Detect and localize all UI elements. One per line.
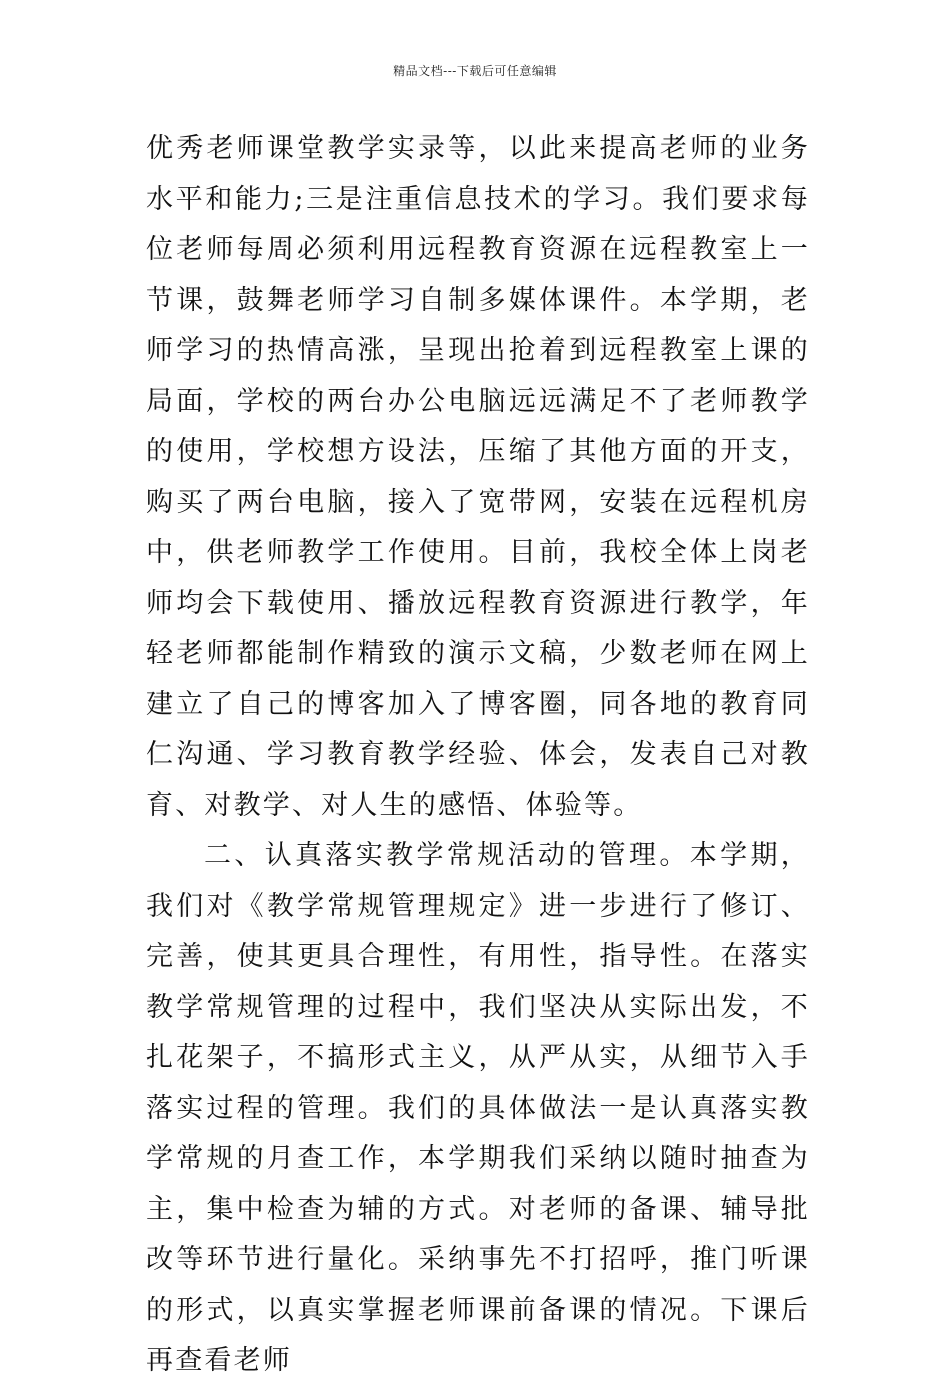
paragraph-section-two: 二、认真落实教学常规活动的管理。本学期，我们对《教学常规管理规定》进一步进行了修订、完善，使其更具合理性，有用性，指导性。在落实教学常规管理的过程中，我们坚决从实际出发，不扎花架子，不搞形式主义，从严从实，从细节入手落实过程的管理。我们的具体做法一是认真落实教学常规的月查工作，本学期我们采纳以随时抽查为主，集中检查为辅的方式。对老师的备课、辅导批改等环节进行量化。采纳事先不打招呼，推门听课的形式，以真实掌握老师课前备课的情况。下课后再查看老师 [146,840,810,1376]
page-header: 精品文档---下载后可任意编辑 [393,64,557,78]
paragraph-continued: 优秀老师课堂教学实录等，以此来提高老师的业务水平和能力;三是注重信息技术的学习。我们要求每位老师每周必须利用远程教育资源在远程教室上一节课，鼓舞老师学习自制多媒体课件。本学期，老师学习的热情高涨，呈现出抢着到远程教室上课的局面，学校的两台办公电脑远远满足不了老师教学的使用，学校想方设法，压缩了其他方面的开支，购买了两台电脑，接入了宽带网，安装在远程机房中，供老师教学工作使用。目前，我校全体上岗老师均会下载使用、播放远程教育资源进行教学，年轻老师都能制作精致的演示文稿，少数老师在网上建立了自己的博客加入了博客圈，同各地的教育同仁沟通、学习教育教学经验、体会，发表自己对教育、对教学、对人生的感悟、体验等。 [146,133,810,821]
document-body [146,124,810,1387]
